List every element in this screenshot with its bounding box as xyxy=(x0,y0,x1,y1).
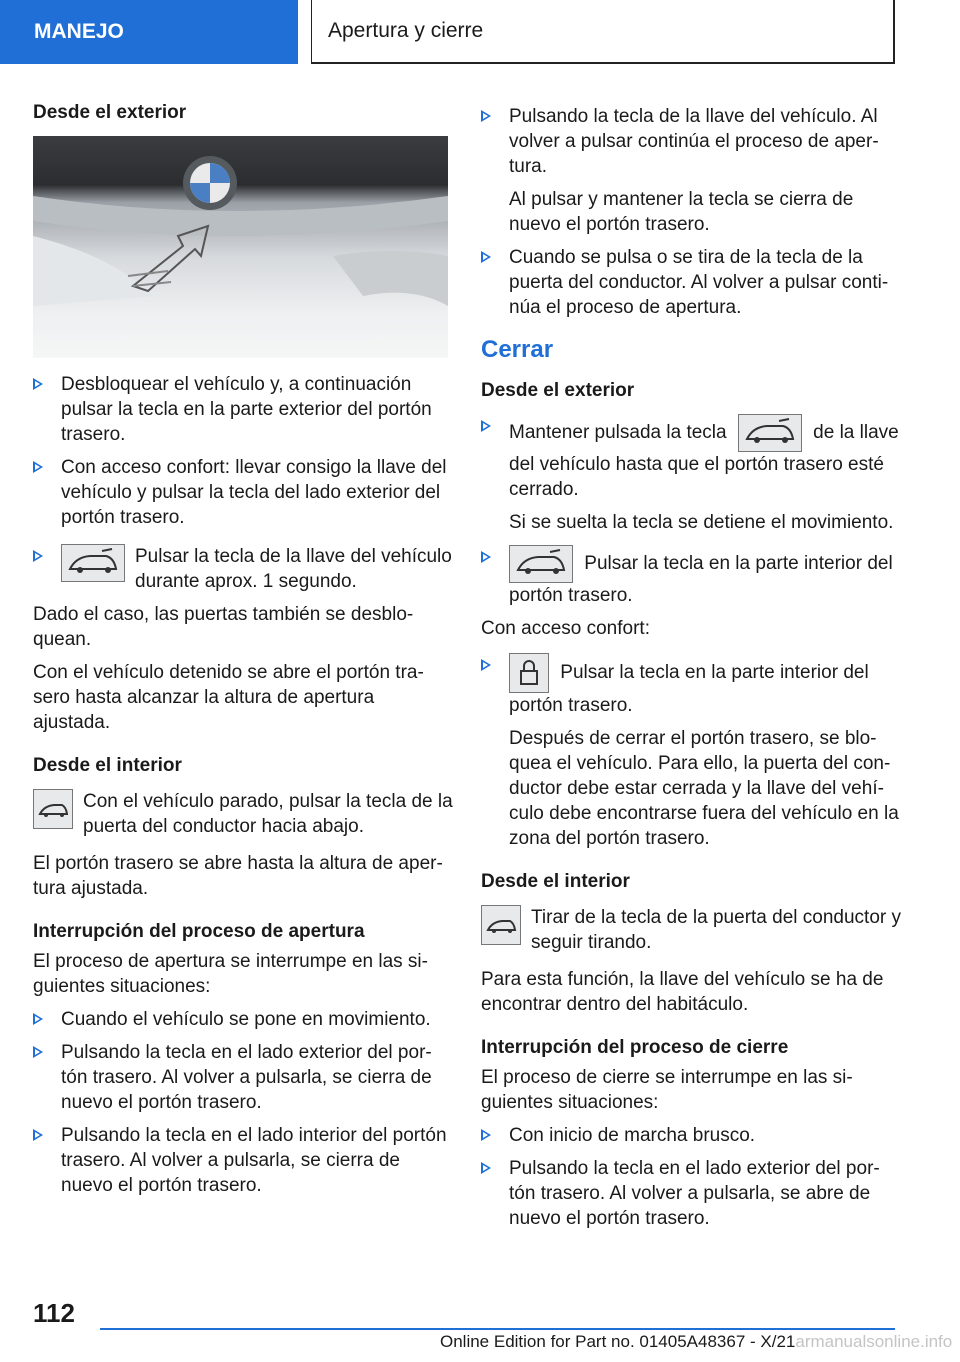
bullet-triangle-icon xyxy=(481,251,491,263)
lock-icon xyxy=(509,653,549,693)
footer-edition: Online Edition for Part no. 01405A48367 - X/21armanualsonline.info xyxy=(440,1332,953,1351)
paragraph: El proceso de cierre se interrumpe en las si‐ guientes situaciones: xyxy=(481,1067,853,1113)
bullet-triangle-icon xyxy=(481,420,491,432)
footer-divider xyxy=(100,1328,895,1330)
paragraph: Con el vehículo detenido se abre el portón tra‐ sero hasta alcanzar la altura de apertura ajustada. xyxy=(33,662,424,733)
door-tailgate-button-icon xyxy=(33,789,73,829)
list-subtext: Si se suelta la tecla se detiene el movimiento. xyxy=(509,512,894,533)
heading-cerrar: Cerrar xyxy=(481,336,554,363)
tailgate-photo xyxy=(33,136,448,358)
paragraph: Para esta función, la llave del vehículo se ha de encontrar dentro del habitáculo. xyxy=(481,969,884,1015)
heading-exterior: Desde el exterior xyxy=(481,380,635,401)
list-item: Pulsando la tecla en el lado exterior del por‐ tón trasero. Al volver a pulsarla, se cierra de nuevo el portón trasero. xyxy=(33,1040,453,1115)
list-item: Pulsar la tecla en la parte interior del portón trasero. xyxy=(481,545,901,608)
heading-interior: Desde el interior xyxy=(33,755,182,776)
heading-interrupt-opening: Interrupción del proceso de apertura xyxy=(33,921,365,942)
page-header xyxy=(311,0,895,64)
list-item: Con inicio de marcha brusco. xyxy=(481,1123,901,1148)
bullet-triangle-icon xyxy=(481,1129,491,1141)
bullet-triangle-icon xyxy=(481,110,491,122)
section-label: MANEJO xyxy=(34,20,124,43)
door-tailgate-button-icon xyxy=(481,905,521,945)
bullet-triangle-icon xyxy=(33,1046,43,1058)
list-subtext: Después de cerrar el portón trasero, se blo‐ quea el vehículo. Para ello, la puerta del con‐ ductor debe estar cerrada y la llave del vehí‐ culo debe encontrarse fuera del vehículo en la zona del portón trasero. xyxy=(509,728,899,849)
heading-interrupt-closing: Interrupción del proceso de cierre xyxy=(481,1037,789,1058)
list-item: Pulsando la tecla en el lado exterior del por‐ tón trasero. Al volver a pulsarla, se abre de nuevo el portón trasero. xyxy=(481,1156,901,1231)
list-item: Pulsando la tecla de la llave del vehículo. Al volver a pulsar continúa el proceso de aper‐ tura. xyxy=(481,104,901,179)
paragraph: El proceso de apertura se interrumpe en las si‐ guientes situaciones: xyxy=(33,951,428,997)
bullet-triangle-icon xyxy=(33,1013,43,1025)
list-subtext: Al pulsar y mantener la tecla se cierra de nuevo el portón trasero. xyxy=(509,189,854,235)
list-item: Pulsando la tecla en el lado interior del portón trasero. Al volver a pulsarla, se cierra de nuevo el portón trasero. xyxy=(33,1123,453,1198)
section-tab xyxy=(0,0,298,64)
car-tailgate-key-icon xyxy=(61,544,125,582)
list-item: Desbloquear el vehículo y, a continuación pulsar la tecla en la parte exterior del portón trasero. xyxy=(33,372,453,447)
paragraph: Dado el caso, las puertas también se desblo‐ quean. xyxy=(33,604,414,650)
bullet-triangle-icon xyxy=(481,1162,491,1174)
page-number: 112 xyxy=(33,1298,75,1328)
heading-exterior: Desde el exterior xyxy=(33,102,187,123)
bullet-triangle-icon xyxy=(481,659,491,671)
bullet-triangle-icon xyxy=(481,551,491,563)
left-column xyxy=(33,100,453,1206)
paragraph: Con acceso confort: xyxy=(481,618,650,639)
bullet-triangle-icon xyxy=(33,1129,43,1141)
list-item: Mantener pulsada la tecla de la llave del vehículo hasta que el portón trasero esté cerrado. xyxy=(481,414,901,502)
list-item: Cuando el vehículo se pone en movimiento. xyxy=(33,1007,453,1032)
paragraph: El portón trasero se abre hasta la altura de aper‐ tura ajustada. xyxy=(33,853,443,899)
list-item: Pulsar la tecla de la llave del vehículo durante aprox. 1 segundo. xyxy=(33,544,453,594)
heading-interior: Desde el interior xyxy=(481,871,630,892)
paragraph: Con el vehículo parado, pulsar la tecla de la puerta del conductor hacia abajo. xyxy=(33,789,453,839)
list-item: Con acceso confort: llevar consigo la llave del vehículo y pulsar la tecla del lado exterior del portón trasero. xyxy=(33,455,453,530)
watermark-text: armanualsonline.info xyxy=(795,1332,953,1351)
bullet-triangle-icon xyxy=(33,550,43,562)
bullet-triangle-icon xyxy=(33,378,43,390)
page-title: Apertura y cierre xyxy=(328,19,484,42)
paragraph: Tirar de la tecla de la puerta del conductor y seguir tirando. xyxy=(481,905,901,955)
right-column xyxy=(481,104,901,1239)
bullet-triangle-icon xyxy=(33,461,43,473)
list-item: Pulsar la tecla en la parte interior del portón trasero. xyxy=(481,653,901,718)
list-item: Cuando se pulsa o se tira de la tecla de la puerta del conductor. Al volver a pulsar conti‐ núa el proceso de apertura. xyxy=(481,245,901,320)
car-tailgate-key-icon xyxy=(738,414,802,452)
tailgate-illustration xyxy=(33,136,448,358)
tailgate-close-button-icon xyxy=(509,545,573,583)
